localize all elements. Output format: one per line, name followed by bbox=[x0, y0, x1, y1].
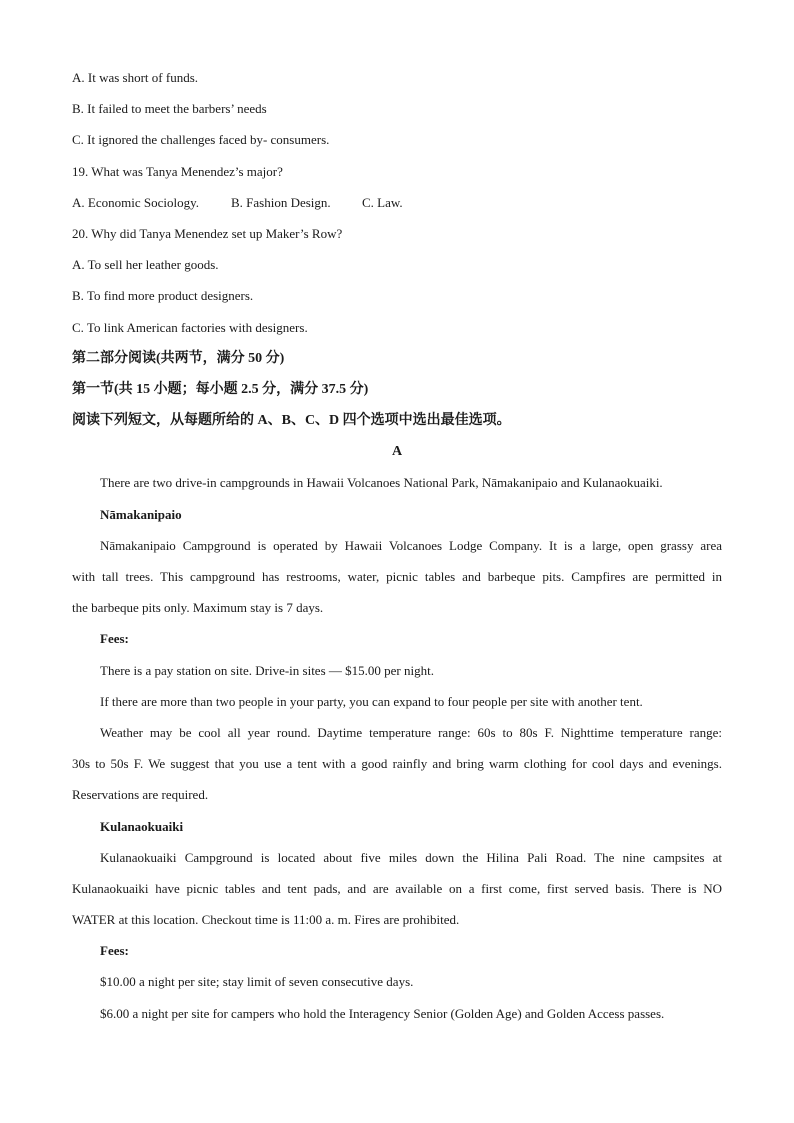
passage-label: A bbox=[391, 444, 403, 460]
namakanipaio-fees-heading: Fees: bbox=[100, 631, 129, 647]
q20-option-c: C. To link American factories with designers. bbox=[72, 319, 308, 335]
kulanaokuaiki-line-2: Kulanaokuaiki have picnic tables and tent pads, and are available on a first come, first served basis. There is NO bbox=[72, 880, 722, 896]
kulanaokuaiki-heading: Kulanaokuaiki bbox=[100, 818, 184, 834]
kulanaokuaiki-fee-2: $6.00 a night per site for campers who hold the Interagency Senior (Golden Age) and Golden Access passes. bbox=[100, 1005, 665, 1021]
part2-heading: 第二部分阅读(共两节，满分 50 分) bbox=[72, 350, 285, 366]
weather-line-1: Weather may be cool all year round. Daytime temperature range: 60s to 80s F. Nighttime temperature range: bbox=[100, 724, 722, 740]
document-page bbox=[72, 62, 722, 1029]
q18-option-a: A. It was short of funds. bbox=[72, 70, 199, 85]
weather-line-2: 30s to 50s F. We suggest that you use a tent with a good rainfly and bring warm clothing for cool days and evenings. bbox=[72, 756, 722, 772]
section1-heading: 第一节(共 15 小题；每小题 2.5 分，满分 37.5 分) bbox=[72, 381, 369, 397]
namakanipaio-line-3: the barbeque pits only. Maximum stay is 7 days. bbox=[72, 600, 324, 616]
namakanipaio-fee-1: There is a pay station on site. Drive-in sites — $15.00 per night. bbox=[100, 662, 434, 678]
namakanipaio-heading: Nāmakanipaio bbox=[100, 506, 182, 522]
q20-option-a: A. To sell her leather goods. bbox=[72, 257, 219, 273]
kulanaokuaiki-line-3: WATER at this location. Checkout time is 11:00 a. m. Fires are prohibited. bbox=[72, 912, 460, 928]
namakanipaio-line-1: Nāmakanipaio Campground is operated by Hawaii Volcanoes Lodge Company. It is a large, open grassy area bbox=[100, 537, 722, 553]
kulanaokuaiki-fee-1: $10.00 a night per site; stay limit of seven consecutive days. bbox=[100, 974, 414, 990]
weather-line-3: Reservations are required. bbox=[72, 787, 209, 803]
q19-options bbox=[72, 187, 722, 218]
q19-option-b: B. Fashion Design. bbox=[231, 194, 331, 210]
namakanipaio-line-2: with tall trees. This campground has restrooms, water, picnic tables and barbeque pits. Campfires are permitted in bbox=[72, 569, 722, 584]
passage-intro: There are two drive-in campgrounds in Hawaii Volcanoes National Park, Nāmakanipaio and Kulanaokuaiki. bbox=[100, 475, 663, 491]
q20-option-b: B. To find more product designers. bbox=[72, 288, 254, 304]
q19-option-c: C. Law. bbox=[362, 194, 403, 210]
q18-option-b: B. It failed to meet the barbers’ needs bbox=[72, 101, 267, 117]
namakanipaio-fee-2: If there are more than two people in your party, you can expand to four people per site with another tent. bbox=[100, 693, 643, 709]
q18-option-c: C. It ignored the challenges faced by- consumers. bbox=[72, 132, 330, 148]
instruction-text: 阅读下列短文，从每题所给的 A、B、C、D 四个选项中选出最佳选项。 bbox=[72, 413, 511, 429]
q20-question: 20. Why did Tanya Menendez set up Maker’s Row? bbox=[72, 225, 343, 241]
kulanaokuaiki-fees-heading: Fees: bbox=[100, 943, 129, 959]
q19-question: 19. What was Tanya Menendez’s major? bbox=[72, 163, 283, 179]
q19-option-a: A. Economic Sociology. bbox=[72, 194, 199, 210]
kulanaokuaiki-line-1: Kulanaokuaiki Campground is located about five miles down the Hilina Pali Road. The nine campsites at bbox=[100, 849, 722, 865]
